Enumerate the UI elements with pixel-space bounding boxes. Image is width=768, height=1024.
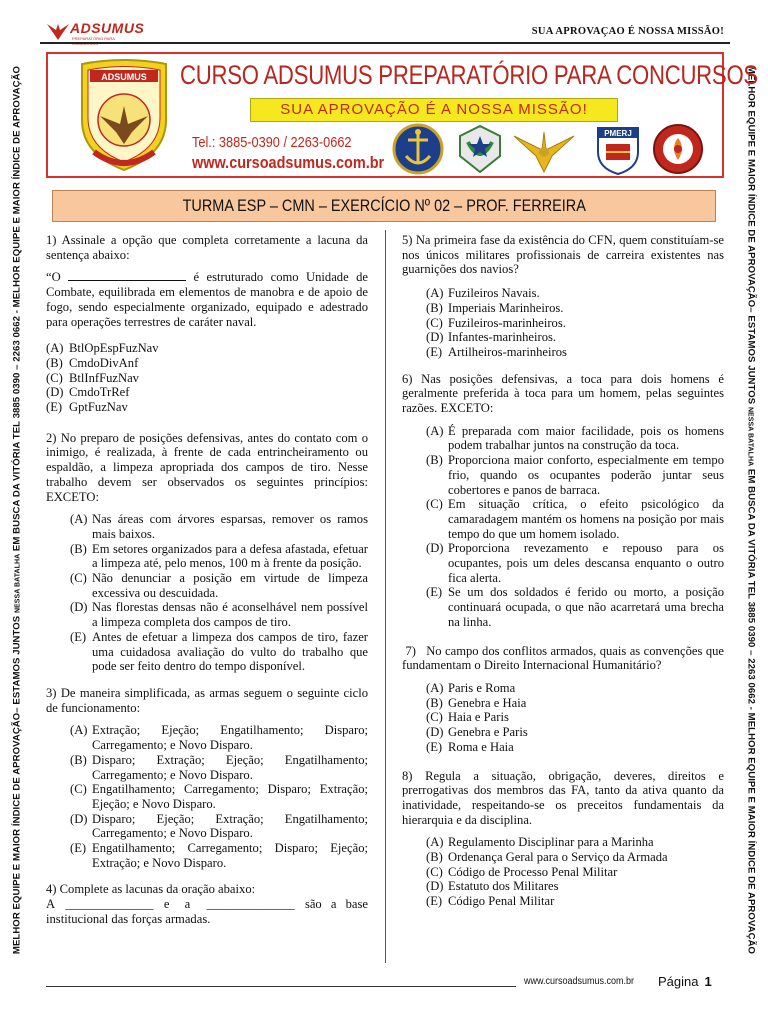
option-text: Roma e Haia: [448, 739, 514, 754]
option-text: BtlOpEspFuzNav: [69, 341, 159, 356]
side-text-left: [12, 20, 23, 1000]
option-text: Fuzileiros Navais.: [448, 286, 540, 301]
top-logo-subtext: PREPARATÓRIO PARA: [72, 36, 115, 41]
top-logo-text: ADSUMUS: [70, 20, 145, 36]
question-6-option: [426, 453, 724, 497]
question-8-stem: 8) Regula a situação, obrigação, deveres, direitos e prerrogativas dos membros das FA, tanto da ativa quanto da inatividade, respeitando-se os preceitos fundamentais da hierarquia e da disciplina.: [402, 768, 724, 827]
question-2: [46, 431, 368, 674]
option-letter: (B): [426, 453, 443, 468]
navy-emblem-icon: [392, 122, 444, 176]
option-text: Extração; Ejeção; Engatilhamento; Disparo; Carregamento; e Novo Disparo.: [92, 723, 368, 753]
question-3: [46, 686, 368, 870]
question-3-option: [70, 812, 368, 841]
option-letter: (D): [426, 725, 444, 740]
banner-phone: Tel.: 3885-0390 / 2263-0662: [192, 134, 352, 151]
option-text: Paris e Roma: [448, 680, 516, 695]
option-text: Proporciona maior conforto, especialmente em tempo frio, quando os ocupantes poderão juntar seus cobertores e panos de barraca.: [448, 453, 724, 497]
svg-text:PMERJ: PMERJ: [604, 129, 632, 138]
svg-text:ADSUMUS: ADSUMUS: [101, 72, 147, 82]
question-1-option: [46, 400, 368, 415]
question-2-options: [70, 512, 368, 674]
eagle-icon: [46, 20, 70, 42]
option-text: Disparo; Extração; Ejeção; Engatilhamento; Carregamento; e Novo Disparo.: [92, 752, 368, 782]
right-column: [402, 233, 728, 921]
banner-title: [180, 60, 758, 91]
option-letter: (E): [426, 344, 443, 359]
question-3-option: [70, 723, 368, 752]
question-1-blank: [68, 270, 186, 281]
footer-page-label: Página: [658, 974, 699, 989]
footer-website[interactable]: www.cursoadsumus.com.br: [524, 976, 635, 987]
question-1-quote: [46, 270, 368, 329]
option-letter: (D): [70, 600, 88, 615]
question-1-option: [46, 341, 368, 356]
question-7-stem: 7) No campo dos conflitos armados, quais as convenções que fundamentam o Direito Internacional Humanitário?: [402, 643, 728, 673]
option-letter: (C): [70, 782, 87, 797]
question-4: [46, 882, 368, 926]
question-5: [402, 233, 724, 360]
question-8: [402, 769, 724, 909]
left-column: [46, 233, 368, 927]
option-text: Em situação crítica, o efeito psicológico da camaradagem mantém os homens na posição por mais tempo do que um homem isolado.: [448, 497, 724, 541]
question-4-blank-1: ______________: [65, 897, 154, 912]
option-text: BtlInfFuzNav: [69, 370, 139, 385]
question-5-option: [426, 345, 724, 360]
army-emblem-icon: [454, 122, 506, 176]
option-letter: (D): [70, 811, 88, 826]
top-logo: [46, 20, 145, 44]
option-letter: (E): [426, 739, 443, 754]
option-letter: (B): [426, 850, 443, 865]
question-8-option: [426, 865, 724, 880]
option-letter: (E): [70, 629, 87, 644]
side-text-right: [746, 20, 757, 1000]
question-6-stem: 6) Nas posições defensivas, a toca para dois homens é geralmente preferida à toca para um homem, pelas seguintes razões. EXCETO:: [402, 371, 724, 416]
question-5-option: [426, 316, 724, 331]
option-text: CmdoDivAnf: [69, 355, 139, 370]
class-header: [52, 190, 716, 222]
option-text: Ordenança Geral para o Serviço da Armada: [448, 850, 668, 865]
question-3-option: [70, 841, 368, 870]
option-letter: (A): [426, 835, 444, 850]
option-text: Regulamento Disciplinar para a Marinha: [448, 835, 654, 850]
question-6-option: [426, 424, 724, 453]
option-letter: (B): [426, 300, 443, 315]
side-text-right-a: MELHOR EQUIPE E MAIOR ÍNDICE DE APROVAÇÃO– ESTAMOS JUNTOS: [745, 65, 757, 407]
footer-divider: [46, 986, 516, 987]
question-5-option: [426, 286, 724, 301]
side-text-right-b: EM BUSCA DA VITÓRIA TEL 3885 0390 – 2263 0662 - MELHOR EQUIPE E MAIOR ÍNDICE DE APROVAÇÃO: [745, 466, 757, 955]
option-letter: (A): [46, 341, 64, 356]
question-4-e-a: e a: [163, 897, 197, 912]
option-letter: (A): [426, 423, 444, 438]
option-letter: (A): [70, 723, 88, 738]
option-letter: (E): [70, 841, 87, 856]
option-letter: (D): [46, 385, 64, 400]
question-1-option: [46, 385, 368, 400]
question-2-option: [70, 542, 368, 571]
option-text: Proporciona revezamento e repouso para os ocupantes, pois um deles descansa enquanto o outro fica alerta.: [448, 541, 724, 585]
question-6-options: [426, 424, 724, 630]
fire-dept-emblem-icon: [652, 122, 704, 176]
question-7: [402, 643, 728, 755]
question-6-option: [426, 497, 724, 541]
option-text: Infantes-marinheiros.: [448, 330, 557, 345]
question-3-option: [70, 782, 368, 811]
side-text-left-b: EM BUSCA DA VITÓRIA TEL 3885 0390 – 2263 0662 - MELHOR EQUIPE E MAIOR ÍNDICE DE APROVAÇÃO: [11, 65, 23, 554]
question-1: [46, 233, 368, 415]
option-text: Artilheiros-marinheiros: [448, 344, 567, 359]
air-force-emblem-icon: [512, 122, 576, 176]
option-text: Nas florestas densas não é aconselhável nem possível a limpeza completa dos campos de tiro.: [92, 600, 368, 630]
option-letter: (D): [426, 879, 444, 894]
question-2-stem: 2) No preparo de posições defensivas, antes do contato com o inimigo, é realizada, à frente de cada entrincheiramento ou espaldão, a limpeza apropriada dos campos de tiro. Nesse trabalho devem ser observados os seguintes princípios: EXCETO:: [46, 430, 368, 504]
option-letter: (A): [426, 680, 444, 695]
option-letter: (E): [426, 585, 443, 600]
option-text: Estatuto dos Militares: [448, 879, 559, 894]
option-text: Fuzileiros-marinheiros.: [448, 315, 566, 330]
question-7-option: [426, 725, 724, 740]
question-8-option: [426, 850, 724, 865]
question-4-line-2: institucional das forças armadas.: [46, 911, 211, 926]
option-letter: (D): [426, 541, 444, 556]
question-6-option: [426, 585, 724, 629]
question-4-blank-2: ______________: [206, 897, 295, 912]
option-text: Antes de efetuar a limpeza dos campos de tiro, fazer uma cuidadosa avaliação do vulto do trabalho que pode ser feito dentro do tempo disponível.: [92, 629, 368, 674]
question-3-option: [70, 753, 368, 782]
question-4-tail: são a base: [304, 897, 368, 912]
option-letter: (B): [70, 541, 87, 556]
question-5-option: [426, 301, 724, 316]
banner-motto: SUA APROVAÇÃO É A NOSSA MISSÃO!: [250, 98, 618, 122]
option-letter: (B): [46, 355, 63, 370]
course-banner: [46, 52, 758, 178]
question-1-option: [46, 356, 368, 371]
option-text: Em setores organizados para a defesa afastada, efetuar a limpeza até, pelo menos, 100 m à frente da posição.: [92, 541, 368, 571]
question-2-option: [70, 571, 368, 600]
option-text: Se um dos soldados é ferido ou morto, a posição continuará ocupada, o que não acarretará uma brecha na linha.: [448, 585, 724, 629]
option-letter: (C): [426, 864, 443, 879]
question-1-quote-rest: é estruturado como Unidade de Combate, equilibrada em elementos de manobra e de apoio de fogo, sendo especialmente organizado, equipado e adestrado para operações terrestres de caráter naval.: [46, 270, 368, 329]
option-text: Disparo; Ejeção; Extração; Engatilhamento; Carregamento; e Novo Disparo.: [92, 811, 368, 841]
option-text: Engatilhamento; Carregamento; Disparo; Ejeção; Extração; e Novo Disparo.: [92, 841, 368, 870]
option-letter: (C): [70, 571, 87, 586]
option-letter: (A): [426, 286, 444, 301]
top-divider: [40, 42, 730, 44]
question-3-options: [70, 723, 368, 870]
footer-page-number: 1: [704, 974, 712, 989]
option-letter: (A): [70, 512, 88, 527]
option-text: Haia e Paris: [448, 710, 509, 725]
option-text: GptFuzNav: [69, 400, 128, 415]
option-text: Engatilhamento; Carregamento; Disparo; Extração; Ejeção; e Novo Disparo.: [92, 782, 368, 811]
option-text: É preparada com maior facilidade, pois os homens podem trabalhar juntos na construção da toca.: [448, 423, 724, 453]
pmerj-emblem-icon: [594, 122, 642, 176]
top-motto: SUA APROVAÇAO É NOSSA MISSÃO!: [531, 26, 724, 37]
option-letter: (E): [426, 894, 443, 909]
option-letter: (C): [426, 497, 443, 512]
question-1-quote-open: “O: [46, 270, 69, 285]
question-2-option: [70, 600, 368, 629]
option-text: Nas áreas com árvores esparsas, remover os ramos mais baixos.: [92, 512, 368, 541]
question-5-options: [426, 286, 724, 360]
option-text: Código Penal Militar: [448, 894, 555, 909]
banner-title-text: CURSO ADSUMUS PREPARATÓRIO PARA CONCURSOS: [180, 60, 758, 90]
option-letter: (E): [46, 400, 63, 415]
option-text: CmdoTrRef: [69, 385, 130, 400]
class-header-text: TURMA ESP – CMN – EXERCÍCIO Nº 02 – PROF. FERREIRA: [182, 196, 586, 215]
question-5-stem: 5) Na primeira fase da existência do CFN, quem constituíam-se nos únicos militares profissionais de carreira existentes nas guarnições dos navios?: [402, 233, 724, 277]
question-6: [402, 372, 724, 630]
question-8-option: [426, 894, 724, 909]
footer-page: [658, 974, 712, 989]
option-text: Genebra e Paris: [448, 725, 528, 740]
question-1-option: [46, 371, 368, 386]
question-7-option: [426, 710, 724, 725]
question-7-option: [426, 681, 724, 696]
option-text: Não denunciar a posição em virtude de limpeza excessiva ou descuidada.: [92, 571, 368, 600]
option-letter: (C): [46, 370, 63, 385]
question-1-stem: 1) Assinale a opção que completa corretamente a lacuna da sentença abaixo:: [46, 233, 368, 262]
question-6-option: [426, 541, 724, 585]
option-text: Imperiais Marinheiros.: [448, 300, 564, 315]
question-4-sentence: [46, 897, 368, 912]
option-text: Código de Processo Penal Militar: [448, 864, 618, 879]
question-4-a: A: [46, 897, 56, 912]
banner-website[interactable]: www.cursoadsumus.com.br: [192, 153, 385, 172]
option-letter: (D): [426, 330, 444, 345]
adsumus-crest-icon: [64, 58, 184, 174]
question-2-option: [70, 512, 368, 541]
column-divider: [385, 230, 386, 963]
option-letter: (B): [426, 695, 443, 710]
option-letter: (C): [426, 710, 443, 725]
side-text-right-small: NESSA BATALHA: [746, 406, 754, 467]
question-1-options: [46, 341, 368, 415]
question-7-option: [426, 696, 724, 711]
question-2-option: [70, 630, 368, 674]
question-5-option: [426, 330, 724, 345]
side-text-left-small: NESSA BATALHA: [14, 553, 22, 614]
question-8-option: [426, 879, 724, 894]
side-text-left-a: MELHOR EQUIPE E MAIOR ÍNDICE DE APROVAÇÃO– ESTAMOS JUNTOS: [11, 613, 23, 955]
question-3-stem: 3) De maneira simplificada, as armas seguem o seguinte ciclo de funcionamento:: [46, 685, 368, 715]
option-letter: (C): [426, 315, 443, 330]
option-text: Genebra e Haia: [448, 695, 527, 710]
question-7-option: [426, 740, 724, 755]
question-7-options: [426, 681, 724, 755]
question-8-option: [426, 835, 724, 850]
option-letter: (B): [70, 752, 87, 767]
question-4-stem: 4) Complete as lacunas da oração abaixo:: [46, 882, 256, 897]
question-8-options: [426, 835, 724, 909]
